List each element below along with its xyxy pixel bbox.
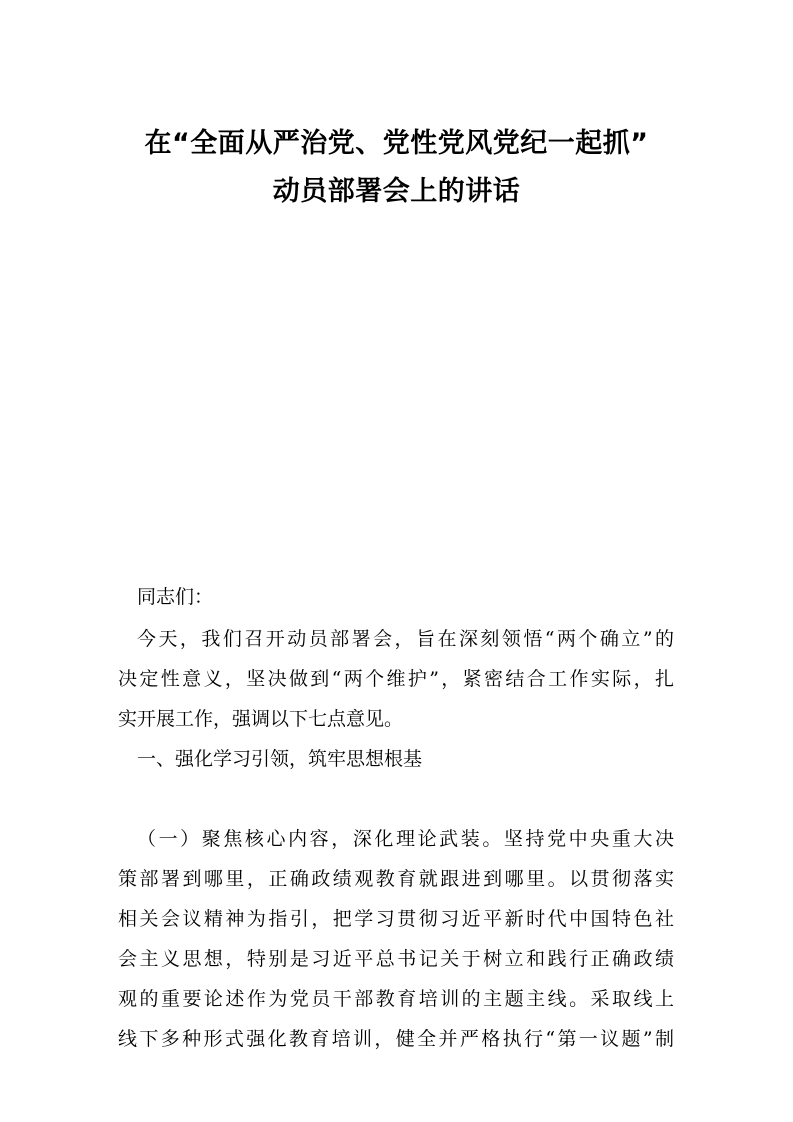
document-title-line-1: 在“全面从严治党、党性党风党纪一起抓” bbox=[144, 128, 649, 159]
subsection-line: 相关会议精神为指引，把学习贯彻习近平新时代中国特色社 bbox=[118, 908, 674, 930]
subsection-line: 策部署到哪里，正确政绩观教育就跟进到哪里。以贯彻落实 bbox=[118, 868, 674, 890]
salutation: 同志们： bbox=[137, 586, 214, 608]
intro-line: 决定性意义，坚决做到“两个维护”，紧密结合工作实际，扎 bbox=[118, 668, 674, 690]
intro-line: 实开展工作，强调以下七点意见。 bbox=[118, 708, 404, 730]
subsection-line: （一）聚焦核心内容，深化理论武装。坚持党中央重大决 bbox=[137, 828, 674, 850]
subsection-line: 观的重要论述作为党员干部教育培训的主题主线。采取线上 bbox=[118, 988, 674, 1010]
subsection-paragraph bbox=[118, 819, 674, 1059]
subsection-line: 会主义思想，特别是习近平总书记关于树立和践行正确政绩 bbox=[118, 948, 674, 970]
intro-line: 今天，我们召开动员部署会，旨在深刻领悟“两个确立”的 bbox=[137, 628, 674, 650]
section-heading: 一、强化学习引领，筑牢思想根基 bbox=[137, 748, 423, 770]
document-title-line-2: 动员部署会上的讲话 bbox=[272, 176, 521, 207]
subsection-line: 线下多种形式强化教育培训，健全并严格执行“第一议题”制 bbox=[118, 1028, 674, 1050]
intro-paragraph bbox=[118, 619, 674, 739]
